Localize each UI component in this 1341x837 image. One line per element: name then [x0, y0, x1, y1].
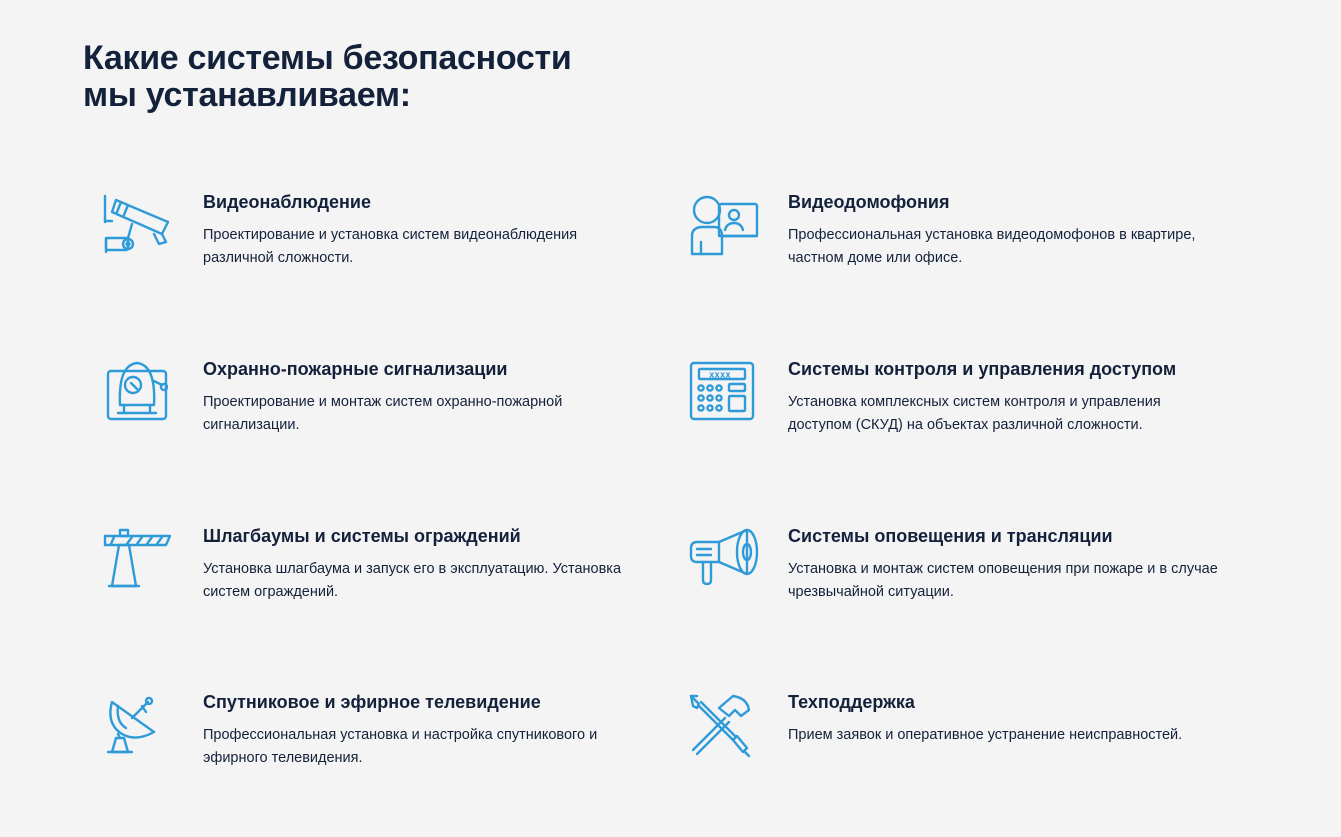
service-item-fire-alarm: [104, 361, 644, 471]
satellite-dish-icon: [104, 694, 174, 758]
service-title: Видеонаблюдение: [203, 192, 372, 212]
service-description: Установка шлагбаума и запуск его в эксплуатацию. Установка систем ограждений.: [203, 561, 622, 600]
service-item-satellite-tv: [104, 694, 644, 804]
page-title-line-2: мы устанавливаем:: [83, 76, 411, 114]
service-description: Установка комплексных систем контроля и управления доступом (СКУД) на объектах различной сложности.: [788, 394, 1161, 433]
service-item-video-intercom: [689, 194, 1229, 304]
service-description: Установка и монтаж систем оповещения при пожаре и в случае чрезвычайной ситуации.: [788, 561, 1218, 600]
service-description: Профессиональная установка видеодомофонов в квартире, частном доме или офисе.: [788, 227, 1196, 266]
cctv-camera-icon: [104, 194, 174, 258]
service-description: Проектирование и установка систем видеонаблюдения различной сложности.: [203, 227, 578, 266]
tools-icon: [689, 694, 759, 758]
service-description: Прием заявок и оперативное устранение неисправностей.: [788, 727, 1183, 743]
service-item-alert-broadcast: [689, 528, 1229, 638]
barrier-gate-icon: [104, 528, 174, 592]
page-title: [83, 40, 571, 114]
svg-text:xxxx: xxxx: [709, 370, 731, 381]
megaphone-icon: [689, 528, 759, 592]
service-item-barrier-gate: [104, 528, 644, 638]
service-description: Проектирование и монтаж систем охранно-пожарной сигнализации.: [203, 394, 563, 433]
fire-alarm-bell-icon: [104, 361, 174, 425]
service-title: Системы оповещения и трансляции: [788, 526, 1113, 546]
page-title-line-1: Какие системы безопасности: [83, 39, 572, 77]
service-item-video-surveillance: [104, 194, 644, 304]
access-control-keypad-icon: [689, 361, 759, 425]
service-title: Спутниковое и эфирное телевидение: [203, 692, 541, 712]
service-title: Техподдержка: [788, 692, 915, 712]
service-title: Системы контроля и управления доступом: [788, 359, 1177, 379]
video-intercom-icon: [689, 194, 759, 258]
service-title: Видеодомофония: [788, 192, 950, 212]
service-description: Профессиональная установка и настройка спутникового и эфирного телевидения.: [203, 727, 598, 766]
service-title: Шлагбаумы и системы ограждений: [203, 526, 521, 546]
service-item-access-control: [689, 361, 1229, 471]
service-item-tech-support: [689, 694, 1229, 804]
service-title: Охранно-пожарные сигнализации: [203, 359, 508, 379]
